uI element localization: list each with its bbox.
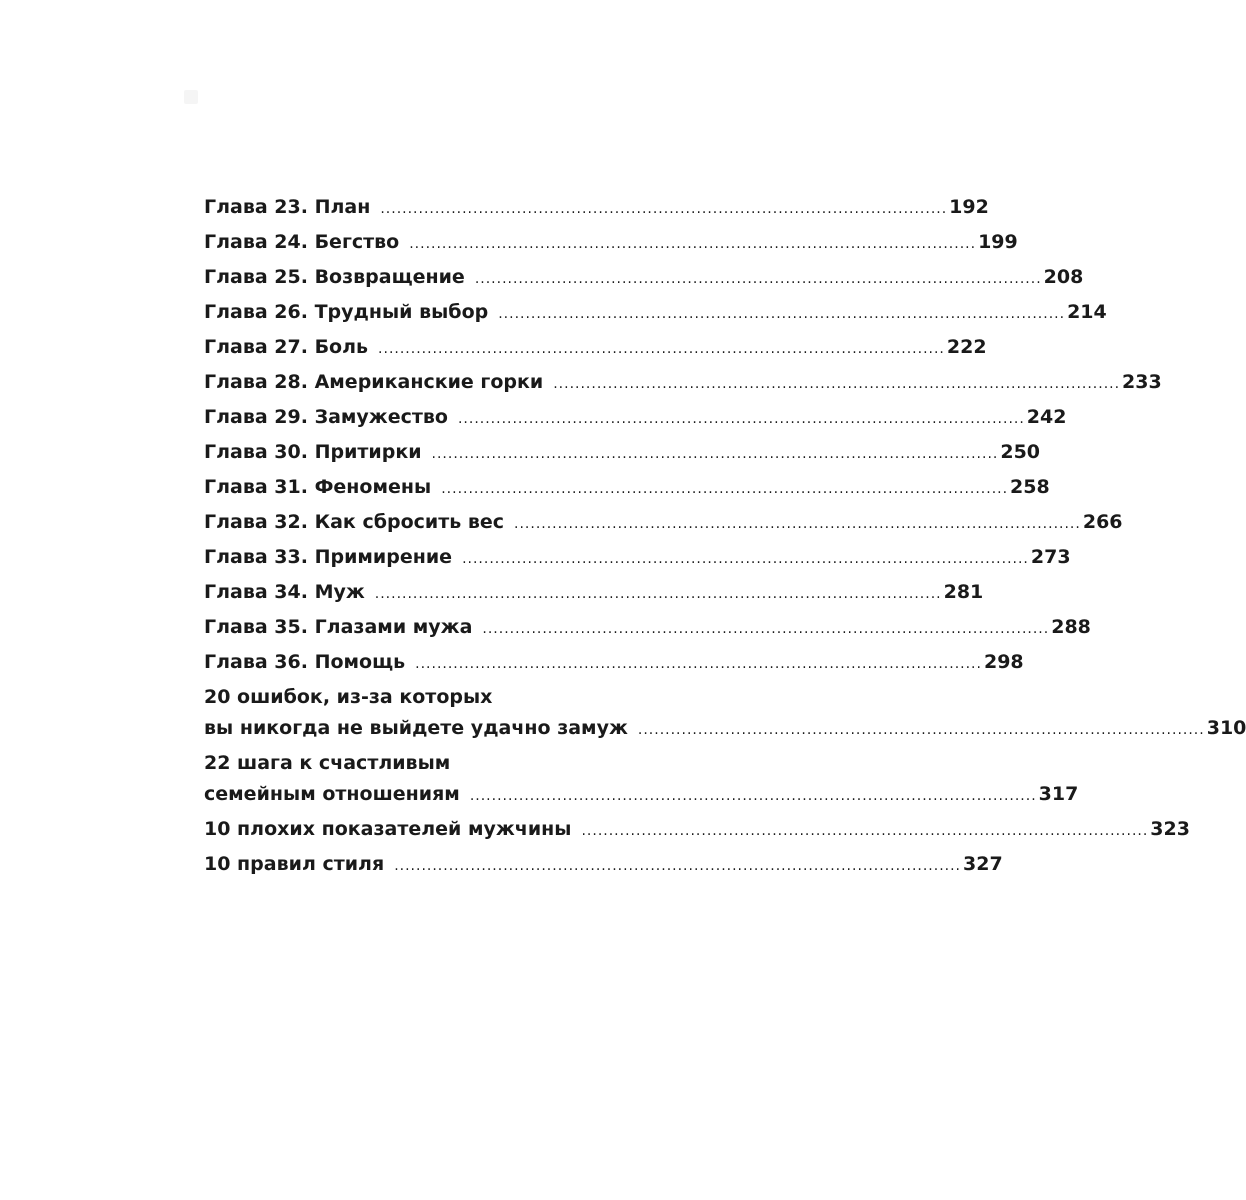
toc-entry-title: Глава 25. Возвращение [204, 266, 465, 288]
toc-entry-page: 242 [1026, 406, 1067, 428]
toc-entry-page: 310 [1206, 717, 1246, 739]
dot-leader: ........................................................................................................ [380, 201, 948, 217]
toc-entry[interactable] [204, 752, 1079, 818]
toc-entry-title: 10 плохих показателей мужчины [204, 818, 572, 840]
toc-entry-title: Глава 35. Глазами мужа [204, 616, 473, 638]
toc-entry[interactable] [204, 818, 1190, 853]
toc-entry[interactable] [204, 853, 1003, 888]
toc-entry[interactable] [204, 651, 1024, 686]
toc-entry[interactable] [204, 686, 1246, 752]
toc-entry[interactable] [204, 581, 984, 616]
toc-entry-title: Глава 26. Трудный выбор [204, 301, 489, 323]
toc-entry-title: Глава 29. Замужество [204, 406, 448, 428]
toc-entry-page: 192 [949, 196, 989, 218]
toc-entry-page: 317 [1038, 783, 1079, 805]
toc-entry[interactable] [204, 266, 1084, 301]
toc-entry[interactable] [204, 231, 1018, 266]
toc-entry-page: 266 [1082, 511, 1123, 533]
toc-entry-title: Глава 32. Как сбросить вес [204, 511, 505, 533]
dot-leader: ........................................................................................................ [469, 788, 1037, 804]
toc-entry-title: Глава 23. План [204, 196, 371, 218]
toc-entry-second-line [204, 717, 1246, 752]
dot-leader: ........................................................................................................ [378, 341, 945, 357]
toc-entry[interactable] [204, 616, 1091, 651]
toc-entry-title-line1: 22 шага к счастливым [204, 752, 451, 774]
dot-leader: ........................................................................................................ [441, 481, 1009, 497]
toc-entry[interactable] [204, 336, 987, 371]
dot-leader: ........................................................................................................ [482, 621, 1050, 637]
toc-entry-second-line [204, 783, 1079, 818]
dot-leader: ........................................................................................................ [581, 823, 1149, 839]
toc-entry-title: Глава 30. Притирки [204, 441, 422, 463]
toc-entry[interactable] [204, 371, 1162, 406]
toc-entry-title-line1: 20 ошибок, из-за которых [204, 686, 493, 708]
dot-leader: ........................................................................................................ [457, 411, 1025, 427]
toc-entry-page: 208 [1043, 266, 1084, 288]
toc-entry-title: Глава 27. Боль [204, 336, 369, 358]
dot-leader: ........................................................................................................ [637, 722, 1205, 738]
toc-entry[interactable] [204, 546, 1071, 581]
toc-entry-title: Глава 34. Муж [204, 581, 365, 603]
toc-entry[interactable] [204, 511, 1123, 546]
toc-entry-page: 273 [1030, 546, 1071, 568]
toc-entry-title: Глава 33. Примирение [204, 546, 453, 568]
toc-entry-title-line2: вы никогда не выйдете удачно замуж [204, 717, 628, 739]
dot-leader: ........................................................................................................ [474, 271, 1042, 287]
dot-leader: ........................................................................................................ [374, 586, 942, 602]
toc-entry-page: 222 [946, 336, 987, 358]
dot-leader: ........................................................................................................ [462, 551, 1029, 567]
toc-entry-page: 250 [1000, 441, 1041, 463]
dot-leader: ........................................................................................................ [514, 516, 1081, 532]
dot-leader: ........................................................................................................ [431, 446, 999, 462]
dot-leader: ........................................................................................................ [409, 236, 977, 252]
toc-entry-title: 10 правил стиля [204, 853, 385, 875]
toc-entry-page: 199 [978, 231, 1018, 253]
toc-entry-page: 214 [1067, 301, 1107, 323]
toc-entry-page: 327 [963, 853, 1003, 875]
toc-entry-page: 233 [1122, 371, 1162, 393]
table-of-contents [204, 196, 1246, 888]
toc-entry[interactable] [204, 406, 1067, 441]
page-corner-mark [184, 90, 198, 104]
toc-entry-page: 298 [983, 651, 1024, 673]
toc-entry-title-line2: семейным отношениям [204, 783, 460, 805]
toc-entry[interactable] [204, 196, 989, 231]
toc-entry-page: 258 [1010, 476, 1050, 498]
toc-entry-title: Глава 28. Американские горки [204, 371, 544, 393]
toc-entry[interactable] [204, 441, 1041, 476]
toc-entry-title: Глава 31. Феномены [204, 476, 432, 498]
toc-entry[interactable] [204, 476, 1050, 511]
toc-entry-page: 281 [943, 581, 984, 603]
dot-leader: ........................................................................................................ [553, 376, 1121, 392]
toc-entry-page: 323 [1150, 818, 1190, 840]
toc-entry-title: Глава 24. Бегство [204, 231, 400, 253]
dot-leader: ........................................................................................................ [394, 858, 962, 874]
dot-leader: ........................................................................................................ [498, 306, 1066, 322]
toc-entry-title: Глава 36. Помощь [204, 651, 406, 673]
toc-entry[interactable] [204, 301, 1107, 336]
dot-leader: ........................................................................................................ [415, 656, 982, 672]
toc-entry-page: 288 [1051, 616, 1091, 638]
